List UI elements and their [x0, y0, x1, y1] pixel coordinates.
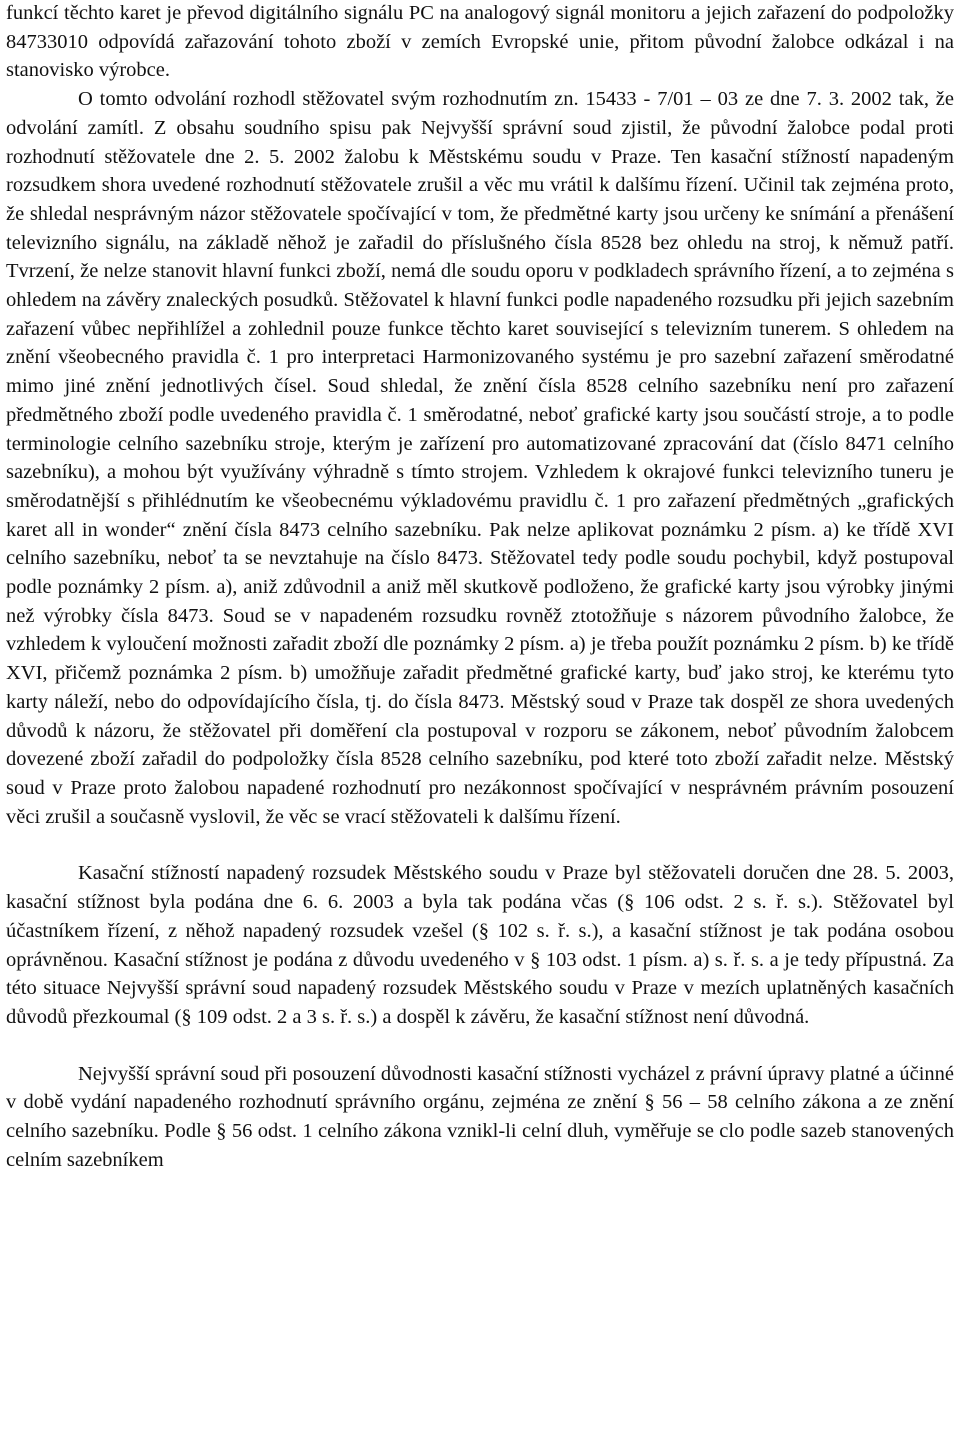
document-page — [6, 0, 954, 1174]
paragraph-continuation: funkcí těchto karet je převod digitálního signálu PC na analogový signál monitoru a jejich zařazení do podpoložky 84733010 odpovídá zařazování tohoto zboží v zemích Evropské unie, přitom původní žalobce odkázal i na stanovisko výrobce. — [6, 2, 954, 82]
paragraph-spacer — [6, 1032, 954, 1060]
paragraph-appeal-decision: O tomto odvolání rozhodl stěžovatel svým rozhodnutím zn. 15433 - 7/01 – 03 ze dne 7. 3. 2002 tak, že odvolání zamítl. Z obsahu soudního spisu pak Nejvyšší správní soud zjistil, že původní žalobce podal proti rozhodnutí stěžovatele dne 2. 5. 2002 žalobu k Městskému soudu v Praze. Ten kasační stížností napadeným rozsudkem shora uvedené rozhodnutí stěžovatele zrušil a věc mu vrátil k dalšímu řízení. Učinil tak zejména proto, že shledal nesprávným názor stěžovatele spočívající v tom, že předmětné karty jsou určeny ke snímání a přenášení televizního signálu, na základě něhož je zařadil do příslušného čísla 8528 bez ohledu na stroj, k němuž patří. Tvrzení, že nelze stanovit hlavní funkci zboží, nemá dle soudu oporu v podkladech správního řízení, a to zejména s ohledem na závěry znaleckých posudků. Stěžovatel k hlavní funkci podle napadeného rozsudku při jejich sazebním zařazení vůbec nepřihlížel a zohlednil pouze funkce těchto karet související s televizním tunerem. S ohledem na znění všeobecného pravidla č. 1 pro interpretaci Harmonizovaného systému je pro sazební zařazení směrodatné mimo jiné znění jednotlivých čísel. Soud shledal, že znění čísla 8528 celního sazebníku není pro zařazení předmětného zboží podle uvedeného pravidla č. 1 směrodatné, neboť grafické karty jsou součástí stroje, a to podle terminologie celního sazebníku stroje, kterým je zařízení pro automatizované zpracování dat (číslo 8471 celního sazebníku), a mohou být využívány výhradně s tímto strojem. Vzhledem k okrajové funkci televizního tuneru je směrodatnější s přihlédnutím ke všeobecnému výkladovému pravidlu č. 1 pro zařazení předmětných „grafických karet all in wonder“ znění čísla 8473 celního sazebníku. Pak nelze aplikovat poznámku 2 písm. a) ke třídě XVI celního sazebníku, neboť ta se nevztahuje na číslo 8473. Stěžovatel tedy podle soudu pochybil, když postupoval podle poznámky 2 písm. a), aniž zdůvodnil a aniž měl skutkově podloženo, že grafické karty jsou výrobky jinými než výrobky čísla 8473. Soud se v napadeném rozsudku rovněž ztotožňuje s názorem původního žalobce, že vzhledem k vyloučení možnosti zařadit zboží dle poznámky 2 písm. a) je třeba použít poznámku 2 písm. b) ke třídě XVI, přičemž poznámka 2 písm. b) umožňuje zařadit předmětné grafické karty, buď jako stroj, ke kterému tyto karty náleží, nebo do odpovídajícího čísla, tj. do čísla 8473. Městský soud v Praze tak dospěl ze shora uvedených důvodů k názoru, že stěžovatel při doměření cla postupoval v rozporu se zákonem, neboť původním žalobcem dovezené zboží zařadil do podpoložky čísla 8528 celního sazebníku, pod které toto zboží zařadit nelze. Městský soud v Praze proto žalobou napadené rozhodnutí pro nezákonnost spočívající v nesprávném právním posouzení věci zrušil a současně vyslovil, že věc se vrací stěžovateli k dalšímu řízení. — [6, 88, 954, 828]
paragraph-legal-basis: Nejvyšší správní soud při posouzení důvodnosti kasační stížnosti vycházel z právní úpravy platné a účinné v době vydání napadeného rozhodnutí správního orgánu, zejména ze znění § 56 – 58 celního zákona a ze znění celního sazebníku. Podle § 56 odst. 1 celního zákona vznikl-li celní dluh, vyměřuje se clo podle sazeb stanovených celním sazebníkem — [6, 1062, 954, 1171]
paragraph-admissibility: Kasační stížností napadený rozsudek Městského soudu v Praze byl stěžovateli doručen dne 28. 5. 2003, kasační stížnost byla podána dne 6. 6. 2003 a byla tak podána včas (§ 106 odst. 2 s. ř. s.). Stěžovatel byl účastníkem řízení, z něhož napadený rozsudek vzešel (§ 102 s. ř. s.), a kasační stížnost je tak podána osobou oprávněnou. Kasační stížnost je podána z důvodu uvedeného v § 103 odst. 1 písm. a) s. ř. s. a je tedy přípustná. Za této situace Nejvyšší správní soud napadený rozsudek Městského soudu v Praze v mezích uplatněných kasačních důvodů přezkoumal (§ 109 odst. 2 a 3 s. ř. s.) a dospěl k závěru, že kasační stížnost není důvodná. — [6, 862, 954, 1028]
paragraph-spacer — [6, 831, 954, 859]
